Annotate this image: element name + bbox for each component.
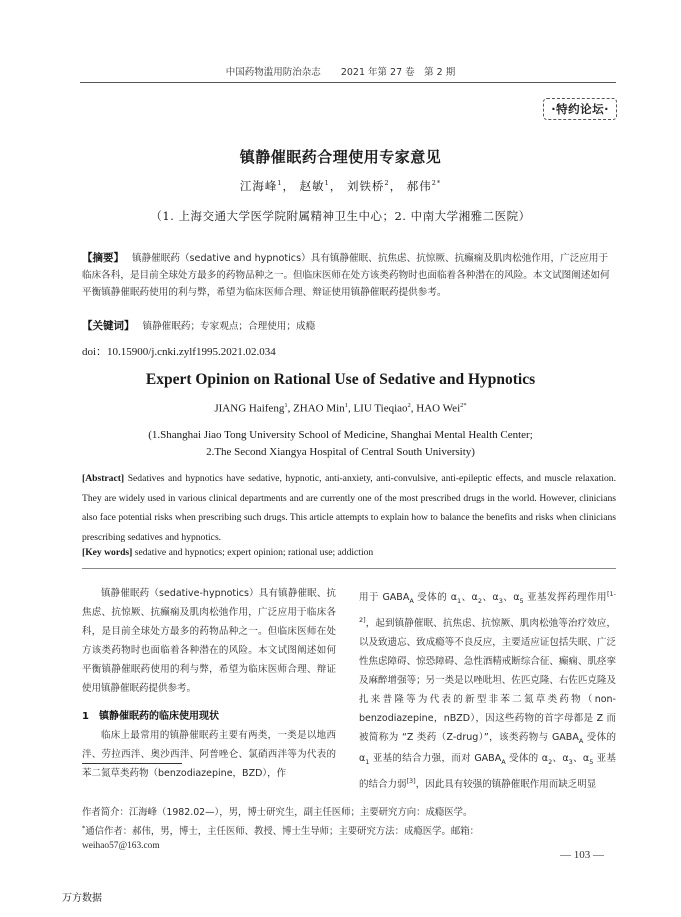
section-heading: 1 镇静催眠药的临床使用现状	[82, 711, 219, 723]
author-cn: 江海峰	[239, 179, 278, 193]
body-right-column	[359, 585, 616, 795]
footnotes	[82, 806, 616, 854]
text-run: 、α	[552, 753, 569, 765]
abstract-cn	[82, 250, 616, 301]
affiliation-en-line-2: 2.The Second Xiangya Hospital of Central South University)	[206, 446, 475, 458]
abstract-en	[82, 469, 616, 547]
corresponding-text: 通信作者：郝伟，男，博士，主任医师、教授、博士生导师；主要研究方法：成瘾医学。邮箱：	[85, 825, 480, 837]
abstract-en-label: [Abstract]	[82, 473, 125, 484]
text-run: 受体的 α	[505, 753, 549, 765]
subscript: 5	[589, 758, 594, 767]
keywords-en-label: [Key words]	[82, 547, 133, 558]
author-en: JIANG Haifeng	[214, 402, 285, 415]
body-left-column	[82, 585, 336, 784]
text-run: 亚基的结合力弱	[359, 753, 617, 791]
keywords-en-text: sedative and hypnotics; expert opinion; rational use; addiction	[132, 547, 374, 558]
subscript: A	[409, 597, 414, 606]
subscript: 1	[365, 758, 370, 767]
text-run: 受体的 α	[359, 731, 616, 765]
journal-issue: 2021 年第 27 卷 第 2 期	[340, 67, 456, 78]
author-en: LIU Tieqiao	[353, 402, 408, 415]
subscript: A	[578, 736, 584, 745]
text-run: 亚基发挥药理作用	[523, 592, 607, 604]
subscript: 3	[568, 758, 573, 767]
keywords-cn-label: 【关键词】	[82, 320, 135, 332]
title-cn: 镇静催眠药合理使用专家意见	[239, 148, 442, 166]
authors-cn: 江海峰$^1$， 赵敏$^1$， 刘铁桥$^2$， 郝伟$^{2*}$	[239, 179, 442, 193]
corresponding-author-note	[82, 821, 616, 840]
citation-ref[interactable]: [3]	[406, 777, 416, 786]
text-run: ，起到镇静催眠、抗焦虑、抗惊厥、肌肉松弛等治疗效应，以及致遗忘、致成瘾等不良反应，主要适应证包括失眠、广泛性焦虑障碍、惊恐障碍、急性酒精戒断综合征、癫痫、肌痉挛及麻醉增强等；另一类是以唑吡坦、佐匹克隆、右佐匹克隆及扎来普隆等为代表的新型非苯二氮草类药物（non-benzodiazepine，nBZD），因这些药物的首字母都是 Z 而被简称为 “Z 类药（Z-drug）”，该类药物与 GABA	[359, 618, 616, 743]
author-intro-note: 作者简介：江海峰（1982.02—），男，博士研究生，副主任医师；主要研究方向：成瘾医学。	[82, 807, 473, 818]
subscript: A	[501, 758, 506, 767]
text-run: 、α	[572, 753, 590, 765]
subscript: 3	[498, 597, 503, 606]
author-cn-affil-mark: 2*	[431, 179, 442, 188]
keywords-en	[82, 543, 616, 563]
text-run: ，因此具有较强的镇静催眠作用而缺乏明显	[415, 779, 597, 791]
keywords-cn	[82, 318, 616, 335]
body-divider	[82, 568, 616, 569]
subscript: 2	[477, 597, 482, 606]
authors-en: JIANG Haifeng$^1$, ZHAO Min$^1$, LIU Tieqiao$^2$, HAO Wei$^{2*}$	[214, 402, 467, 415]
text-run: 亚基的结合力强，而对 GABA	[369, 753, 502, 765]
author-en-affil-mark: 1	[344, 402, 348, 409]
affiliation-en-line-1: (1.Shanghai Jiao Tong University School of Medicine, Shanghai Mental Health Center;	[148, 429, 533, 441]
text-run: 用于 GABA	[359, 592, 410, 604]
subscript: 2	[548, 758, 553, 767]
subscript: 5	[519, 597, 524, 606]
author-cn: 刘铁桥	[346, 179, 385, 193]
body-paragraph	[359, 585, 616, 795]
text-run: 、α	[502, 592, 520, 604]
corresponding-mark: *	[82, 823, 86, 832]
text-run: 受体的 α	[413, 592, 457, 604]
citation-ref[interactable]: [1-2]	[359, 590, 617, 624]
text-run: 、α	[481, 592, 499, 604]
abstract-cn-label: 【摘要】	[82, 252, 124, 264]
author-en: HAO Wei	[416, 402, 461, 415]
author-cn: 赵敏	[299, 179, 325, 193]
author-en-affil-mark: 1	[284, 402, 288, 409]
footnote-divider	[82, 763, 182, 764]
title-en: Expert Opinion on Rational Use of Sedative and Hypnotics	[145, 371, 536, 388]
author-cn-affil-mark: 1	[277, 179, 283, 188]
body-paragraph: 临床上最常用的镇静催眠药主要有两类，一类是以地西泮、劳拉西泮、奥沙西泮、阿普唑仑、氯硝西泮等为代表的苯二氮草类药物（benzodiazepine，BZD），作	[82, 730, 336, 780]
abstract-cn-text: 镇静催眠药（sedative and hypnotics）具有镇静催眠、抗焦虑、抗惊厥、抗癫痫及肌肉松弛作用，广泛应用于临床各科，是目前全球处方最多的药物品种之一。但临床医师在处方该类药物时也面临着各种潜在的风险。本文试图阐述如何平衡镇静催眠药使用的利与弊，希望为临床医师合理、辩证使用镇静催眠药提供参考。	[82, 253, 610, 298]
author-cn-affil-mark: 1	[324, 179, 330, 188]
author-cn-affil-mark: 2	[384, 179, 390, 188]
affiliation-cn: （1. 上海交通大学医学院附属精神卫生中心；2. 中南大学湘雅二医院）	[150, 209, 531, 223]
doi[interactable]: doi：10.15900/j.cnki.zylf1995.2021.02.034	[82, 346, 276, 358]
abstract-en-text: Sedatives and hypnotics have sedative, hypnotic, anti-anxiety, anti-convulsive, anti-epileptic effects, and muscle relaxation. They are widely used in various clinical departments and are currently one of the most prescribed drugs in the world. However, clinicians also face potential risks when prescribing such drugs. This article attempts to explain how to balance the benefits and risks when clinicians prescribing sedatives and hypnotics.	[82, 473, 616, 543]
subscript: 1	[456, 597, 462, 606]
journal-header	[0, 64, 681, 78]
corresponding-email[interactable]: weihao57@163.com	[82, 841, 160, 852]
text-run: 、α	[461, 592, 478, 604]
column-tag: ·特约论坛·	[543, 98, 617, 120]
author-en-affil-mark: 2	[407, 402, 411, 409]
journal-name: 中国药物滥用防治杂志	[225, 67, 321, 78]
keywords-cn-text: 镇静催眠药；专家观点；合理使用；成瘾	[142, 321, 316, 332]
watermark: 万方数据	[62, 893, 102, 904]
page-number: — 103 —	[560, 849, 604, 861]
author-en-affil-mark: 2*	[460, 402, 467, 409]
author-en: ZHAO Min	[293, 402, 345, 415]
body-paragraph: 镇静催眠药（sedative-hypnotics）具有镇静催眠、抗焦虑、抗惊厥、抗癫痫及肌肉松弛作用，广泛应用于临床各科，是目前全球处方最多的药物品种之一。但临床医师在处方该类药物时也面临着各种潜在的风险。本文试图阐述如何平衡镇静催眠药使用的利与弊，希望为临床医师合理、辩证使用镇静催眠药提供参考。	[82, 588, 336, 694]
author-cn: 郝伟	[406, 179, 432, 193]
header-rule	[80, 82, 616, 83]
